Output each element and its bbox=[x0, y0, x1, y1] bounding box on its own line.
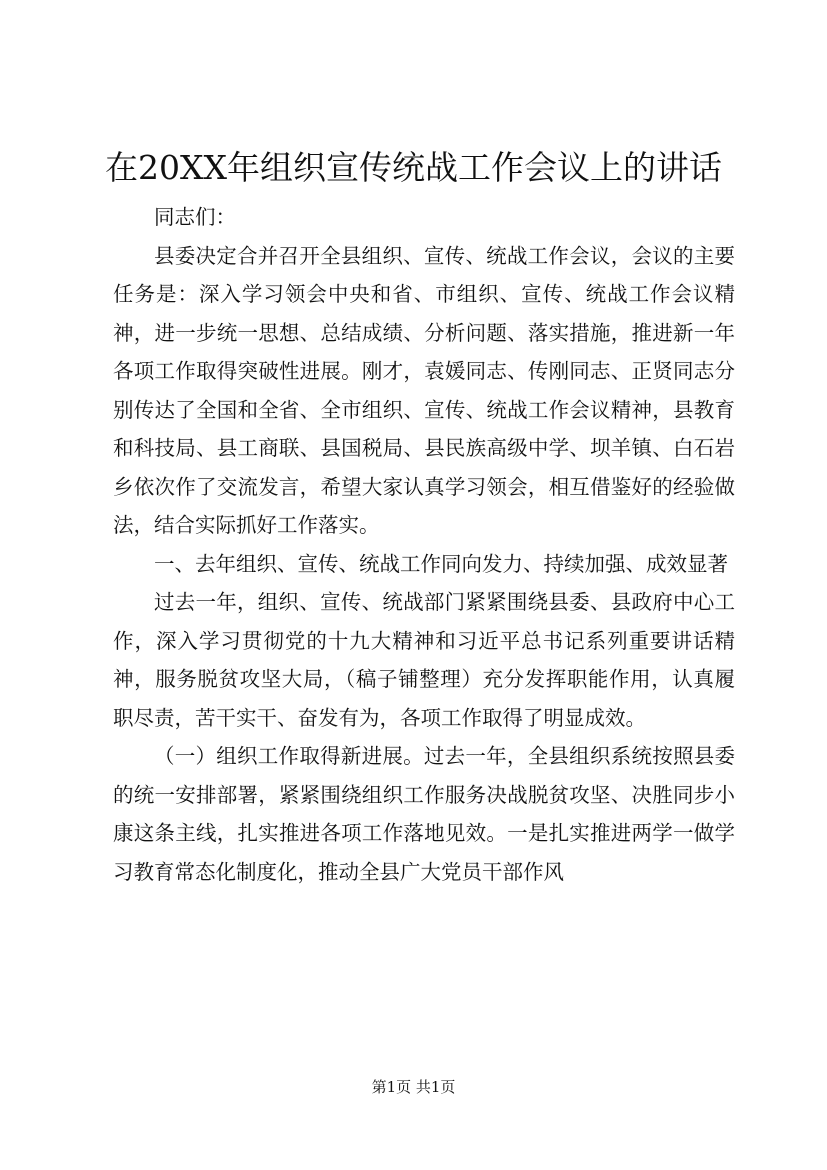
salutation-paragraph: 同志们： bbox=[154, 205, 236, 229]
body-paragraph: 县委决定合并召开全县组织、宣传、统战工作会议，会议的主要任务是：深入学习领会中央和省、市组织、宣传、统战工作会议精神，进一步统一思想、总结成绩、分析问题、落实措施，推进新一年各项工作取得突破性进展。刚才，袁媛同志、传刚同志、正贤同志分别传达了全国和全省、全市组织、宣传、统战工作会议精神，县教育和科技局、县工商联、县国税局、县民族高级中学、坝羊镇、白石岩乡依次作了交流发言，希望大家认真学习领会，相互借鉴好的经验做法，结合实际抓好工作落实。 bbox=[113, 243, 735, 537]
document-title: 在20XX年组织宣传统战工作会议上的讲话 bbox=[105, 148, 722, 187]
section-heading: 一、去年组织、宣传、统战工作同向发力、持续加强、成效显著 bbox=[154, 551, 728, 576]
body-paragraph: 过去一年，组织、宣传、统战部门紧紧围绕县委、县政府中心工作，深入学习贯彻党的十九大精神和习近平总书记系列重要讲话精神，服务脱贫攻坚大局，（稿子铺整理）充分发挥职能作用，认真履职尽责，苦干实干、奋发有为，各项工作取得了明显成效。 bbox=[113, 590, 735, 730]
document-body bbox=[113, 198, 735, 891]
page-footer: 第1页 共1页 bbox=[371, 1078, 456, 1096]
body-paragraph: （一）组织工作取得新进展。过去一年，全县组织系统按照县委的统一安排部署，紧紧围绕组织工作服务决战脱贫攻坚、决胜同步小康这条主线，扎实推进各项工作落地见效。一是扎实推进两学一做学习教育常态化制度化，推动全县广大党员干部作风 bbox=[113, 744, 735, 884]
